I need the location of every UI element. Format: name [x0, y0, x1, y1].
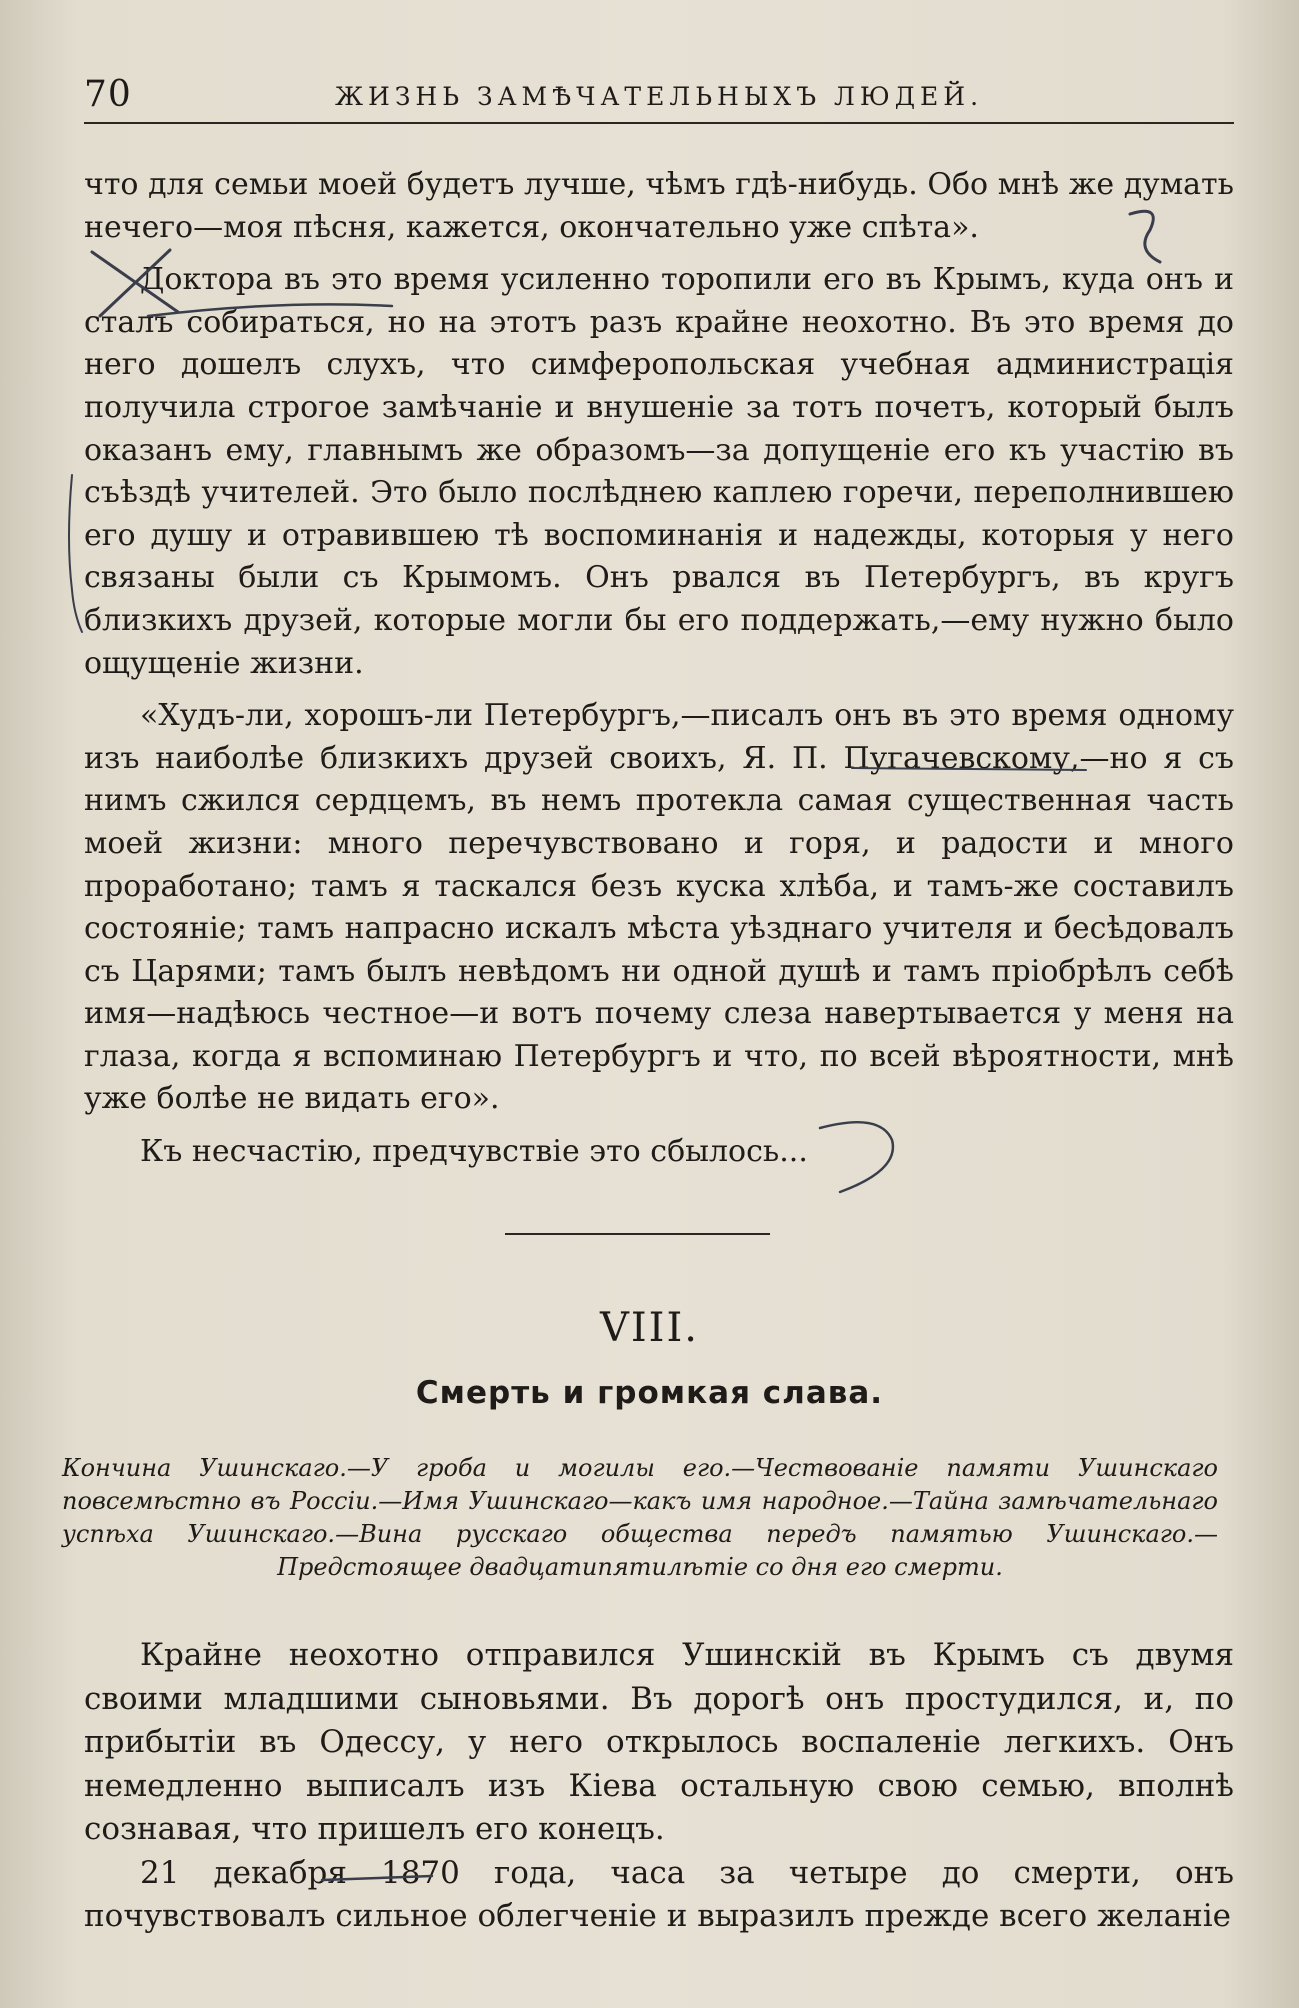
paragraph-doctors: Доктора въ это время усиленно торопили его въ Крымъ, куда онъ и сталъ собираться, но на этотъ разъ крайне неохотно. Въ это время до него дошелъ слухъ, что симферопольская учебная администрація получила строгое замѣчаніе и внушеніе за тотъ почетъ, который былъ оказанъ ему, главнымъ же образомъ—за допущеніе его къ участію въ съѣздѣ учителей. Это было послѣднею каплею горечи, переполнившею его душу и отравившею тѣ воспоминанія и надежды, которыя у него связаны были съ Крымомъ. Онъ рвался въ Петербургъ, въ кругъ близкихъ друзей, которые могли бы его поддержать,—ему нужно было ощущеніе жизни.: [84, 262, 1234, 681]
running-title: ЖИЗНЬ ЗАМѢЧАТЕЛЬНЫХЪ ЛЮДЕЙ.: [334, 82, 984, 111]
paragraph-premonition: Къ несчастію, предчувствіе это сбылось...: [140, 1134, 808, 1170]
text-block-top: [84, 164, 1234, 1174]
page-number: 70: [84, 74, 132, 115]
paragraph-december: 21 декабря 1870 года, часа за четыре до смерти, онъ почувствовалъ сильное облегченіе и выразилъ прежде всего желаніе: [84, 1854, 1234, 1934]
paragraph-letter-quote: «Худъ-ли, хорошъ-ли Петербургъ,—писалъ онъ въ это время одному изъ наиболѣе близкихъ друзей своихъ, Я. П. Пугачевскому,—но я съ нимъ сжился сердцемъ, въ немъ протекла самая существенная часть моей жизни: много перечувствовано и горя, и радости и много проработано; тамъ я таскался безъ куска хлѣба, и тамъ-же составилъ состояніе; тамъ напрасно искалъ мѣста уѣзднаго учителя и бесѣдовалъ съ Царями; тамъ былъ невѣдомъ ни одной душѣ и тамъ пріобрѣлъ себѣ имя—надѣюсь честное—и вотъ почему слеза навертывается у меня на глаза, когда я вспоминаю Петербургъ и что, по всей вѣроятности, мнѣ уже болѣе не видать его».: [84, 698, 1234, 1117]
chapter-summary: Кончина Ушинскаго.—У гроба и могилы его.—Чествованіе памяти Ушинскаго повсемѣстно въ Россіи.—Имя Ушинскаго—какъ имя народное.—Тайна замѣчательнаго успѣха Ушинскаго.—Вина русскаго общества передъ памятью Ушинскаго.—Предстоящее двадцатипятилѣтіе со дня его смерти.: [62, 1454, 1218, 1581]
pencil-margin-line: [69, 475, 82, 632]
chapter-title: Смерть и громкая слава.: [415, 1375, 884, 1411]
page-header: [84, 70, 1234, 124]
text-block-bottom: [84, 1634, 1234, 1939]
paragraph-continuation: что для семьи моей будетъ лучше, чѣмъ гдѣ-нибудь. Обо мнѣ же думать нечего—моя пѣсня, кажется, окончательно уже спѣта».: [84, 167, 1234, 245]
section-separator: [505, 1233, 770, 1235]
chapter-number: VIII.: [599, 1305, 699, 1351]
paragraph-crimea-journey: Крайне неохотно отправился Ушинскій въ Крымъ съ двумя своими младшими сыновьями. Въ дорогѣ онъ простудился, и, по прибытіи въ Одессу, у него открылось воспаленіе легкихъ. Онъ немедленно выписалъ изъ Кіева остальную свою семью, вполнѣ сознавая, что пришелъ его конецъ.: [84, 1637, 1234, 1847]
